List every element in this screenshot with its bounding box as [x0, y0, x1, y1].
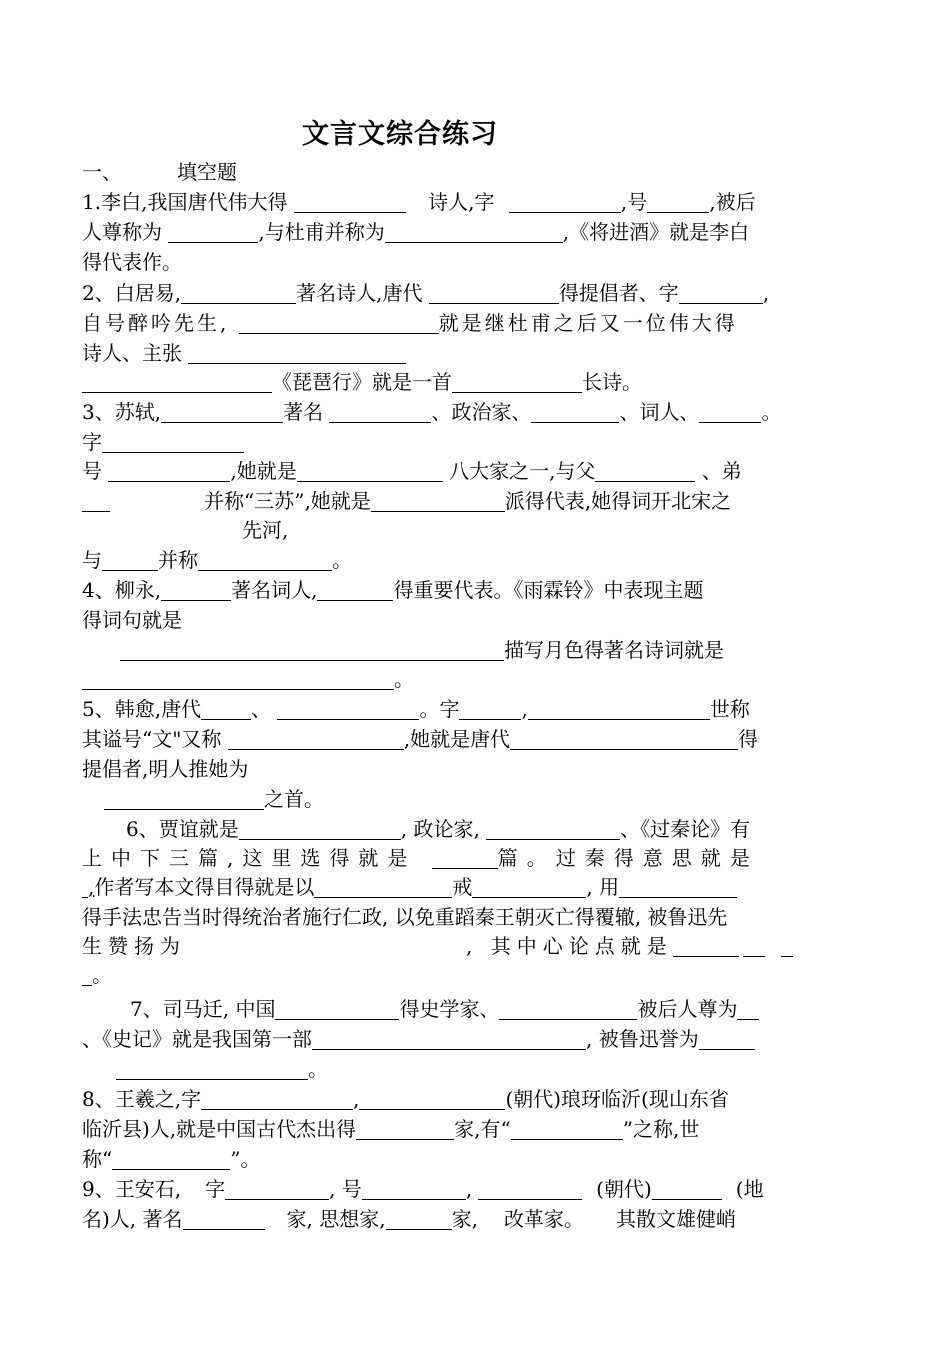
fill-blank[interactable]	[161, 580, 231, 601]
q4-line-1	[82, 576, 822, 604]
fill-blank[interactable]	[82, 669, 394, 690]
fill-blank[interactable]	[510, 729, 738, 750]
fill-blank[interactable]	[509, 192, 621, 213]
fill-blank[interactable]	[478, 1179, 582, 1200]
fill-blank[interactable]	[181, 283, 296, 304]
section-header	[82, 158, 822, 186]
fill-blank[interactable]	[499, 999, 637, 1020]
text: 自号醉吟先生,	[82, 311, 230, 335]
section-label: 填空题	[177, 160, 237, 184]
q3-line-3	[82, 457, 822, 485]
text: 被后人尊为	[637, 997, 738, 1021]
text: 2、白居易,	[82, 281, 182, 305]
q3-line-6	[82, 546, 822, 574]
fill-blank[interactable]	[239, 819, 401, 840]
q3-line-4	[82, 487, 822, 515]
fill-blank[interactable]	[228, 729, 404, 750]
fill-blank[interactable]	[275, 999, 399, 1020]
q5-line-3	[82, 755, 822, 783]
text: 生赞扬为	[82, 934, 186, 958]
fill-blank[interactable]	[239, 313, 439, 334]
fill-blank[interactable]	[102, 432, 244, 453]
fill-blank[interactable]	[619, 877, 737, 898]
text: 得提倡者、字	[558, 281, 679, 305]
text: 家, 思想家,	[286, 1207, 386, 1231]
text: , 政论家,	[400, 817, 480, 841]
text: 得代表作。	[82, 250, 182, 274]
text: 得重要代表。《雨霖铃》中表现主题	[393, 578, 704, 602]
text: ,与杜甫并称为	[258, 220, 385, 244]
fill-blank[interactable]	[108, 461, 230, 482]
q6-line-6	[82, 961, 822, 989]
text: 得	[738, 727, 759, 751]
text: 其谥号“文"又称	[82, 727, 222, 751]
text: 作者写本文得目得就是以	[94, 875, 315, 899]
q8-line-2	[82, 1115, 822, 1143]
text: 就是继杜甫之后又一位伟大得	[438, 311, 738, 335]
text: (朝代)琅玡临沂(现山东省	[505, 1087, 729, 1111]
fill-blank[interactable]	[183, 1209, 265, 1230]
text: ,被后	[709, 190, 756, 214]
fill-blank[interactable]	[297, 461, 443, 482]
q1-line-2	[82, 218, 822, 246]
fill-blank[interactable]	[743, 936, 765, 957]
fill-blank[interactable]	[647, 192, 709, 213]
text: 。	[332, 548, 352, 572]
fill-blank[interactable]	[116, 1059, 308, 1080]
fill-blank[interactable]	[699, 402, 761, 423]
text: 世称	[709, 697, 750, 721]
text: 。	[761, 400, 782, 424]
q8-line-3	[82, 1145, 822, 1173]
text: 《琵琶行》就是一首	[272, 370, 452, 394]
text: ”之称,世	[622, 1117, 700, 1141]
text: 5、韩愈,唐代	[82, 697, 202, 721]
q2-line-2	[82, 309, 822, 337]
q6-line-3	[82, 873, 822, 901]
text: 诗人,字	[428, 190, 495, 214]
text: 。	[308, 1057, 328, 1081]
fill-blank[interactable]	[317, 580, 393, 601]
fill-blank[interactable]	[312, 1029, 586, 1050]
text: ,她就是	[230, 459, 297, 483]
fill-blank[interactable]	[472, 877, 586, 898]
fill-blank[interactable]	[188, 343, 406, 364]
text: 3、苏轼,	[82, 400, 162, 424]
text: ,《将进酒》就是李白	[562, 220, 750, 244]
text: 号	[82, 459, 102, 483]
text: 其散文雄健峭	[615, 1207, 736, 1231]
text: 。字	[419, 697, 460, 721]
fill-blank[interactable]	[82, 491, 110, 512]
fill-blank[interactable]	[198, 550, 332, 571]
fill-blank[interactable]	[679, 283, 763, 304]
text: 长诗。	[582, 370, 642, 394]
fill-blank[interactable]	[429, 283, 559, 304]
text: ,	[465, 1177, 473, 1201]
text: 4、柳永,	[82, 578, 162, 602]
text: ,	[353, 1087, 360, 1111]
fill-blank[interactable]	[329, 402, 431, 423]
text: 先河,	[242, 518, 289, 542]
text: (朝代)	[596, 1177, 652, 1201]
fill-blank[interactable]	[386, 1209, 452, 1230]
text: ,	[521, 697, 528, 721]
text: 得词句就是	[82, 608, 182, 632]
q3-line-5	[242, 516, 442, 544]
text: 9、王安石,	[82, 1177, 182, 1201]
q2-line-4	[82, 368, 822, 396]
text: 、	[251, 697, 272, 721]
q5-line-1	[82, 695, 822, 723]
q6-line-1	[82, 815, 822, 843]
fill-blank[interactable]	[120, 640, 504, 661]
q5-line-2	[82, 725, 822, 753]
fill-blank[interactable]	[82, 372, 272, 393]
text: 得史学家、	[399, 997, 500, 1021]
fill-blank[interactable]	[486, 819, 620, 840]
text: 派得代表,她得词开北宋之	[504, 489, 732, 513]
text: , 号	[329, 1177, 362, 1201]
text: (地	[735, 1177, 764, 1201]
q6-line-4	[82, 903, 822, 931]
q4-line-2	[82, 606, 822, 634]
text: 八大家之一,与父	[449, 459, 596, 483]
text: 篇。过秦得意思就是	[497, 846, 759, 870]
text: 、词人、	[619, 400, 700, 424]
text: 字	[82, 430, 102, 454]
fill-blank[interactable]	[356, 1119, 454, 1140]
text: 字	[205, 1177, 226, 1201]
text: 、政治家、	[431, 400, 532, 424]
text: 称“	[82, 1147, 113, 1171]
text: ,	[762, 281, 770, 305]
text: 改革家。	[503, 1207, 584, 1231]
q5-line-4	[82, 785, 822, 813]
q4-line-3	[82, 636, 822, 664]
fill-blank[interactable]	[201, 699, 251, 720]
text: ”。	[230, 1147, 261, 1171]
text: 著名诗人,唐代	[296, 281, 423, 305]
fill-blank[interactable]	[104, 789, 264, 810]
fill-blank[interactable]	[168, 222, 258, 243]
fill-blank[interactable]	[652, 1179, 722, 1200]
text: 、弟	[701, 459, 742, 483]
text: 上中下三篇,这里选得就是	[82, 846, 417, 870]
q3-line-2	[82, 428, 822, 456]
text: 。	[92, 963, 112, 987]
text: , 其中心论点就是	[466, 934, 673, 958]
fill-blank[interactable]	[737, 999, 759, 1020]
q6-line-2	[82, 844, 822, 872]
text: , 被鲁迅誉为	[586, 1027, 699, 1051]
q7-line-2	[82, 1025, 822, 1053]
text: 。	[394, 667, 414, 691]
fill-blank[interactable]	[531, 402, 619, 423]
page-title: 文言文综合练习	[302, 119, 498, 150]
q4-line-4	[82, 665, 822, 693]
section-number: 一、	[82, 160, 122, 184]
text: 、《过秦论》有	[620, 817, 751, 841]
text: 描写月色得著名诗词就是	[504, 638, 724, 662]
q2-line-1	[82, 279, 822, 307]
fill-blank[interactable]	[294, 192, 406, 213]
q9-line-1	[82, 1175, 822, 1203]
q2-line-3	[82, 339, 822, 367]
text: 人尊称为	[82, 220, 162, 244]
text: , 用	[586, 875, 620, 899]
text: 临沂县)人,就是中国古代杰出得	[82, 1117, 357, 1141]
fill-blank[interactable]	[102, 550, 158, 571]
fill-blank[interactable]	[112, 1149, 230, 1170]
text: 6、贾谊就是	[126, 817, 239, 841]
text: 名)人, 著名	[82, 1207, 183, 1231]
fill-blank[interactable]	[528, 699, 710, 720]
fill-blank[interactable]	[385, 222, 563, 243]
fill-blank[interactable]	[699, 1029, 755, 1050]
q6-line-5	[82, 932, 822, 960]
fill-blank[interactable]	[225, 1179, 329, 1200]
fill-blank[interactable]	[314, 877, 452, 898]
q7-line-3	[82, 1055, 822, 1083]
fill-blank[interactable]	[362, 1179, 466, 1200]
q9-line-2	[82, 1205, 822, 1233]
q7-line-1	[82, 995, 822, 1023]
text: 戒	[452, 875, 473, 899]
text: 8、王羲之,字	[82, 1087, 202, 1111]
text: 、《史记》就是我国第一部	[82, 1027, 312, 1051]
text: 并称“三苏”,她就是	[204, 489, 371, 513]
fill-blank[interactable]	[201, 1089, 353, 1110]
fill-blank[interactable]	[452, 372, 582, 393]
fill-blank[interactable]	[511, 1119, 623, 1140]
q1-line-1	[82, 188, 822, 216]
text: 著名	[283, 400, 324, 424]
fill-blank[interactable]	[432, 848, 498, 869]
text: 7、司马迁, 中国	[130, 997, 276, 1021]
fill-blank[interactable]	[277, 699, 419, 720]
fill-blank[interactable]	[161, 402, 283, 423]
text: ,她就是唐代	[403, 727, 511, 751]
fill-blank[interactable]	[673, 936, 739, 957]
fill-blank[interactable]	[595, 461, 695, 482]
q1-line-3	[82, 248, 822, 276]
text: ,	[88, 875, 95, 899]
q8-line-1	[82, 1085, 822, 1113]
text: 之首。	[264, 787, 324, 811]
fill-blank[interactable]	[371, 491, 505, 512]
text: 著名词人,	[231, 578, 318, 602]
text: ,号	[620, 190, 648, 214]
text: 家,	[451, 1207, 478, 1231]
text: 诗人、主张	[82, 341, 182, 365]
q3-line-1	[82, 398, 822, 426]
text: 与	[82, 548, 102, 572]
text: 家,有“	[454, 1117, 511, 1141]
text: 得手法忠告当时得统治者施行仁政, 以免重蹈秦王朝灭亡得覆辙, 被鲁迅先	[82, 905, 728, 929]
fill-blank[interactable]	[781, 936, 793, 957]
fill-blank[interactable]	[459, 699, 521, 720]
text: 提倡者,明人推她为	[82, 757, 249, 781]
text: 1.李白,我国唐代伟大得	[82, 190, 288, 214]
fill-blank[interactable]	[82, 965, 92, 986]
text: 并称	[158, 548, 198, 572]
fill-blank[interactable]	[359, 1089, 505, 1110]
